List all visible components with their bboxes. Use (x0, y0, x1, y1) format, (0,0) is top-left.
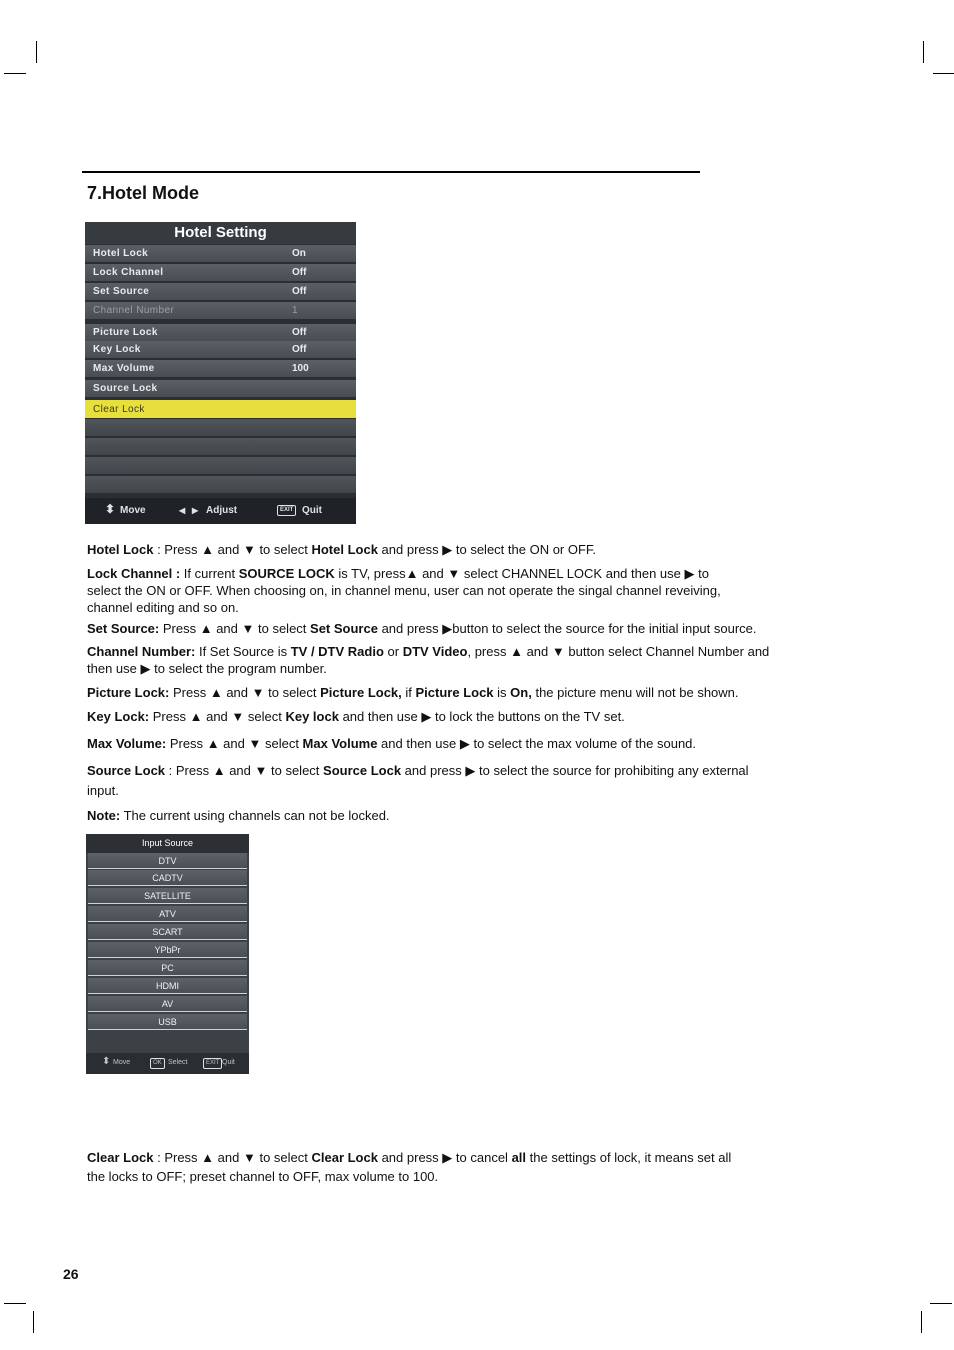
bold-text: Key lock (285, 709, 339, 724)
term-channel-number: Channel Number: (87, 644, 196, 659)
term-set-source: Set Source: (87, 621, 160, 636)
bold-text: Hotel Lock (311, 542, 378, 557)
down-arrow-icon: ▼ (241, 621, 255, 636)
up-arrow-icon: ▲ (209, 685, 223, 700)
row-label: Key Lock (93, 344, 141, 355)
ok-key-icon: OK (150, 1058, 165, 1069)
crop-mark (36, 41, 37, 63)
para-picture-lock (87, 684, 827, 701)
down-arrow-icon: ▼ (254, 763, 268, 778)
source-item-cadtv[interactable]: CADTV (88, 870, 247, 886)
right-arrow-icon: ▶ (684, 566, 695, 581)
menu-row-empty (85, 438, 356, 456)
text: Press (166, 736, 207, 751)
text: If current (180, 566, 239, 581)
adjust-hint: Adjust (206, 505, 238, 516)
quit-hint: Quit (302, 505, 322, 516)
page-number: 26 (63, 1266, 79, 1282)
menu-row-hotel-lock[interactable] (85, 245, 356, 263)
menu-row-max-volume[interactable] (85, 360, 356, 378)
row-label: Source Lock (93, 383, 158, 394)
source-item-ypbpr[interactable]: YPbPr (88, 942, 247, 958)
para-key-lock (87, 708, 827, 725)
text: and (418, 566, 448, 581)
text: and (219, 736, 249, 751)
row-label: Channel Number (93, 305, 175, 316)
text: to select (255, 1150, 312, 1165)
para-channel-number (87, 643, 827, 677)
row-value: 100 (292, 363, 309, 374)
term-clear-lock: Clear Lock (87, 1150, 154, 1165)
text: select CHANNEL LOCK and then use (460, 566, 685, 581)
text: and press (401, 763, 466, 778)
bold-text: Picture Lock (415, 685, 494, 700)
row-value: Off (292, 344, 307, 355)
row-value: Off (292, 267, 307, 278)
menu-row-source-lock[interactable] (85, 380, 356, 398)
row-value: 1 (292, 305, 298, 316)
up-arrow-icon: ▲ (201, 1150, 215, 1165)
text: if (401, 685, 416, 700)
text: the picture menu will not be shown. (531, 685, 739, 700)
down-arrow-icon: ▼ (242, 1150, 256, 1165)
text: and then use (338, 709, 422, 724)
text: and then use (377, 736, 460, 751)
crop-mark (933, 73, 954, 74)
para-lock-channel (87, 565, 827, 616)
para-source-lock (87, 761, 827, 801)
up-down-icon: ⬍ (102, 1056, 111, 1067)
para-note (87, 807, 827, 824)
text: to select the max volume of the sound. (469, 736, 697, 751)
text: and (225, 763, 255, 778)
text: select the ON or OFF. When choosing on, in channel menu, user can not operate the singal channel reveiving, (87, 583, 721, 598)
right-arrow-icon: ▶ (140, 661, 151, 676)
menu-row-empty (85, 476, 356, 494)
text: button to select the source for the initial input source. (452, 621, 757, 636)
text: and (522, 644, 552, 659)
menu-title: Input Source (86, 834, 249, 853)
text: , press (467, 644, 511, 659)
term-max-volume: Max Volume: (87, 736, 167, 751)
term-lock-channel: Lock Channel : (87, 566, 181, 581)
menu-row-lock-channel[interactable] (85, 264, 356, 282)
right-arrow-icon: ▶ (442, 542, 453, 557)
right-arrow-icon: ▶ (442, 621, 453, 636)
source-item-scart[interactable]: SCART (88, 924, 247, 940)
text: input. (87, 783, 119, 798)
section-title: 7.Hotel Mode (87, 183, 200, 203)
text: to lock the buttons on the TV set. (431, 709, 625, 724)
up-arrow-icon: ▲ (212, 763, 226, 778)
text: to select the ON or OFF. (452, 542, 597, 557)
right-arrow-icon: ▶ (421, 709, 432, 724)
text: The current using channels can not be locked. (120, 808, 390, 823)
hotel-setting-menu (85, 222, 356, 524)
text: and (212, 621, 242, 636)
select-hint: Select (168, 1059, 188, 1066)
source-item-satellite[interactable]: SATELLITE (88, 888, 247, 904)
text: the locks to OFF; preset channel to OFF, max volume to 100. (87, 1169, 439, 1184)
term-hotel-lock: Hotel Lock (87, 542, 154, 557)
right-arrow-icon: ▶ (459, 736, 470, 751)
row-label: Max Volume (93, 363, 155, 374)
bold-text: Set Source (310, 621, 378, 636)
text: and (202, 709, 232, 724)
text: If Set Source is (195, 644, 291, 659)
crop-mark (4, 1303, 26, 1304)
left-arrow-icon: ◀ (179, 506, 186, 515)
text: button select Channel Number and (564, 644, 770, 659)
text: : Press (165, 763, 213, 778)
up-down-icon: ⬍ (105, 502, 116, 516)
text: to select (264, 685, 321, 700)
term-note: Note: (87, 808, 121, 823)
header-rule (82, 171, 700, 173)
row-label: Picture Lock (93, 327, 158, 338)
source-item-atv[interactable]: ATV (88, 906, 247, 922)
menu-footer (85, 498, 356, 524)
term-source-lock: Source Lock (87, 763, 166, 778)
bold-text: DTV Video (402, 644, 468, 659)
para-set-source (87, 620, 827, 637)
down-arrow-icon: ▼ (551, 644, 565, 659)
text: then use (87, 661, 141, 676)
text: and (214, 542, 243, 557)
row-label: Set Source (93, 286, 150, 297)
row-label: Lock Channel (93, 267, 164, 278)
text: the settings of lock, it means set all (526, 1150, 732, 1165)
row-label: Hotel Lock (93, 248, 149, 259)
text: to select the program number. (150, 661, 327, 676)
move-hint: Move (120, 505, 146, 516)
text: to select (255, 542, 312, 557)
source-item-dtv[interactable]: DTV (88, 853, 247, 869)
row-value: On (292, 248, 306, 259)
right-arrow-icon: ▶ (442, 1150, 453, 1165)
down-arrow-icon: ▼ (447, 566, 461, 581)
text: to cancel (452, 1150, 512, 1165)
text: and press (377, 1150, 443, 1165)
text: to (694, 566, 709, 581)
bold-text: all (511, 1150, 527, 1165)
menu-footer (86, 1053, 249, 1074)
up-arrow-icon: ▲ (206, 736, 220, 751)
up-arrow-icon: ▲ (199, 621, 213, 636)
bold-text: TV / DTV Radio (290, 644, 384, 659)
quit-hint: Quit (222, 1059, 235, 1066)
menu-row-picture-lock[interactable] (85, 324, 356, 342)
text: select (244, 709, 286, 724)
up-arrow-icon: ▲ (201, 542, 215, 557)
down-arrow-icon: ▼ (251, 685, 265, 700)
input-source-menu (86, 834, 249, 1074)
bold-text: Source Lock (323, 763, 402, 778)
source-item-hdmi[interactable]: HDMI (88, 978, 247, 994)
term-key-lock: Key Lock: (87, 709, 150, 724)
para-clear-lock (87, 1148, 827, 1186)
text: select (261, 736, 303, 751)
row-value: Off (292, 286, 307, 297)
menu-row-empty (85, 419, 356, 437)
crop-mark (923, 41, 924, 63)
menu-row-channel-number (85, 302, 356, 320)
bold-text: SOURCE LOCK (238, 566, 335, 581)
right-arrow-icon: ▶ (465, 763, 476, 778)
menu-row-key-lock[interactable] (85, 341, 356, 359)
source-item-pc[interactable]: PC (88, 960, 247, 976)
text: is (493, 685, 511, 700)
text: channel editing and so on. (87, 600, 239, 615)
menu-row-set-source[interactable] (85, 283, 356, 301)
exit-key-icon: EXIT (203, 1058, 222, 1069)
menu-row-empty (85, 457, 356, 475)
source-item-usb[interactable]: USB (88, 1014, 247, 1030)
text: and (214, 1150, 243, 1165)
crop-mark (930, 1303, 952, 1304)
menu-title: Hotel Setting (85, 222, 356, 244)
source-item-av[interactable]: AV (88, 996, 247, 1012)
row-value: Off (292, 327, 307, 338)
text: : Press (153, 1150, 202, 1165)
down-arrow-icon: ▼ (242, 542, 256, 557)
row-label: Clear Lock (93, 404, 145, 415)
move-hint: Move (113, 1059, 131, 1066)
text: to select (267, 763, 324, 778)
text: and press (377, 621, 443, 636)
text: to select (254, 621, 311, 636)
bold-text: Clear Lock (311, 1150, 378, 1165)
bold-text: Picture Lock, (320, 685, 402, 700)
bold-text: Max Volume (302, 736, 378, 751)
up-arrow-icon: ▲ (189, 709, 203, 724)
text: Press (149, 709, 190, 724)
term-picture-lock: Picture Lock: (87, 685, 170, 700)
right-arrow-icon: ▶ (192, 506, 199, 515)
menu-row-clear-lock[interactable] (85, 400, 356, 419)
text: and (222, 685, 252, 700)
exit-key-icon: EXIT (277, 505, 296, 516)
text: Press (169, 685, 210, 700)
crop-mark (33, 1311, 34, 1333)
bold-text: On, (510, 685, 532, 700)
text: is TV, press (334, 566, 406, 581)
down-arrow-icon: ▼ (248, 736, 262, 751)
para-hotel-lock (87, 541, 827, 558)
crop-mark (4, 73, 26, 74)
text: or (383, 644, 403, 659)
down-arrow-icon: ▼ (231, 709, 245, 724)
text: and press (377, 542, 443, 557)
text: Press (159, 621, 200, 636)
up-arrow-icon: ▲ (510, 644, 523, 659)
para-max-volume (87, 735, 827, 752)
text: to select the source for prohibiting any external (475, 763, 749, 778)
text: : Press (153, 542, 202, 557)
up-arrow-icon: ▲ (405, 566, 419, 581)
crop-mark (921, 1311, 922, 1333)
